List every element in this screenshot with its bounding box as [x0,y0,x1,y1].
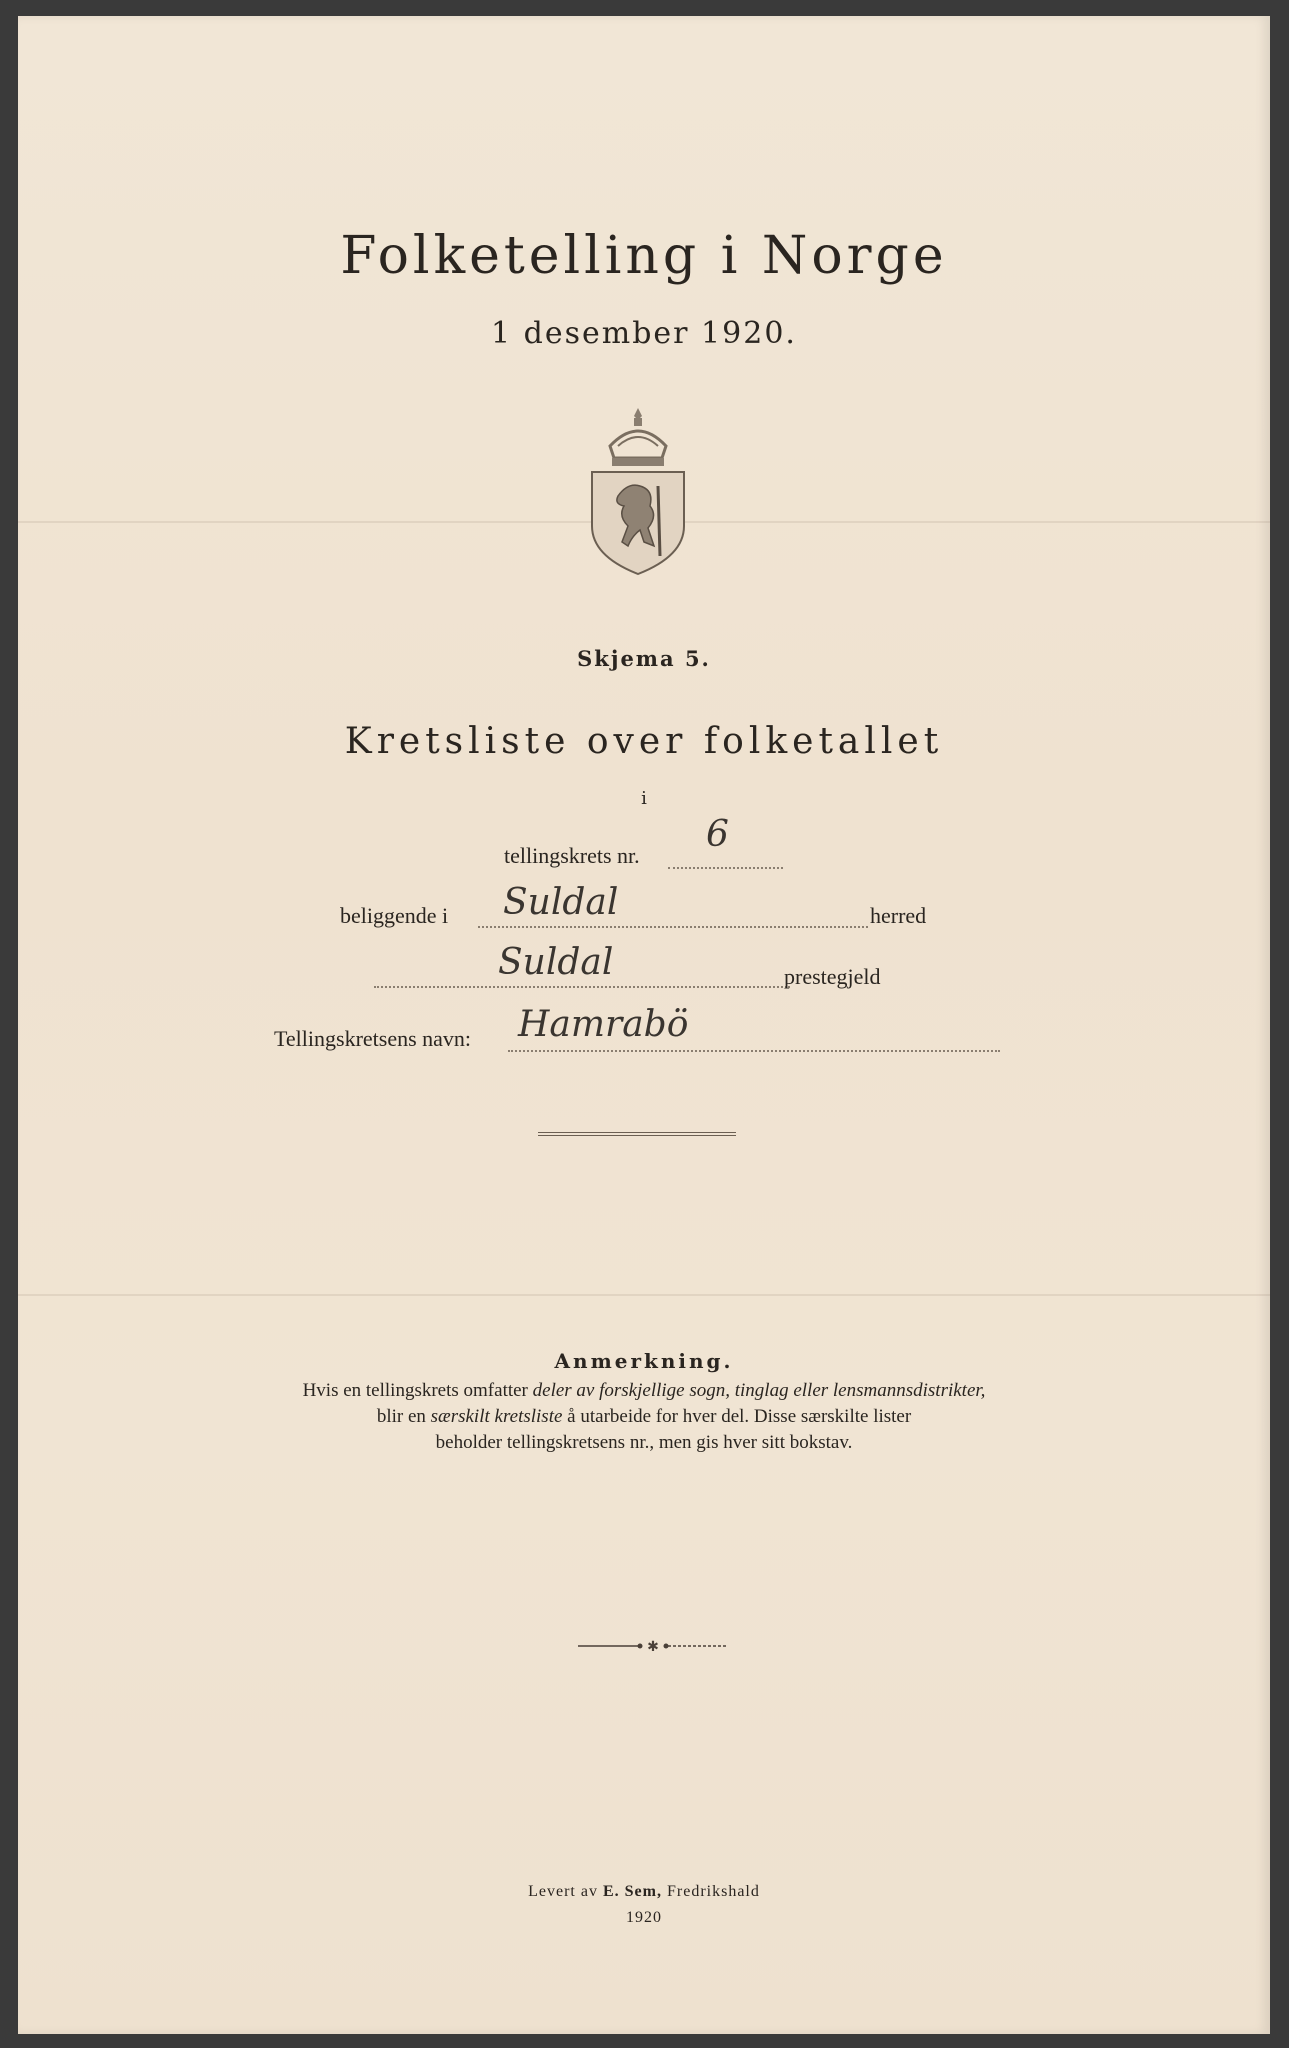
svg-text:✱: ✱ [647,1639,659,1654]
note-text: å utarbeide for hver del. Disse særskilte lister [562,1406,912,1427]
divider-rule [538,1132,736,1133]
form-subtitle: Kretsliste over folketallet [344,721,944,762]
note-emphasis: deler av forskjellige sogn, tinglag eller lensmannsdistrikter, [532,1380,986,1401]
preposition-i: i [641,788,647,809]
print-year: 1920 [626,1909,662,1926]
herred-label: herred [870,903,927,928]
krets-number-field[interactable]: 6 [706,814,729,855]
note-line-3: beholder tellingskretsens nr., men gis hver sitt bokstav. [435,1432,853,1453]
printer-place: Fredrikshald [661,1883,760,1900]
navn-field[interactable]: Hamrabö [518,1004,689,1045]
census-form-page [18,16,1270,2034]
page-title: Folketelling i Norge [340,226,948,286]
note-heading: Anmerkning. [554,1349,734,1373]
krets-field-line [668,867,783,869]
note-line-1 [18,1378,1270,1404]
ornament-divider-icon [578,1638,728,1654]
note-emphasis: særskilt kretsliste [430,1406,563,1427]
krets-label: tellingskrets nr. [504,843,640,868]
note-text: blir en [376,1406,431,1427]
printer-name: E. Sem, [602,1883,662,1900]
prestegjeld-label: prestegjeld [784,964,881,989]
prestegjeld-field[interactable]: Suldal [498,942,614,983]
census-date: 1 desember 1920. [491,316,797,351]
printer-credit [18,1883,1270,1901]
paper-fold [18,1294,1270,1296]
schema-label: Skjema 5. [577,646,711,671]
navn-field-line [508,1050,1000,1052]
printer-text: Levert av [528,1883,603,1900]
herred-field-line [478,926,868,928]
note-line-2 [18,1404,1270,1430]
note-text: Hvis en tellingskrets omfatter [302,1380,533,1401]
divider-rule [538,1135,736,1136]
herred-field[interactable]: Suldal [503,882,619,923]
prestegjeld-field-line [374,986,790,988]
beliggende-label: beliggende i [340,903,449,928]
navn-label: Tellingskretsens navn: [274,1026,472,1051]
norwegian-coat-of-arms-icon [588,406,688,576]
